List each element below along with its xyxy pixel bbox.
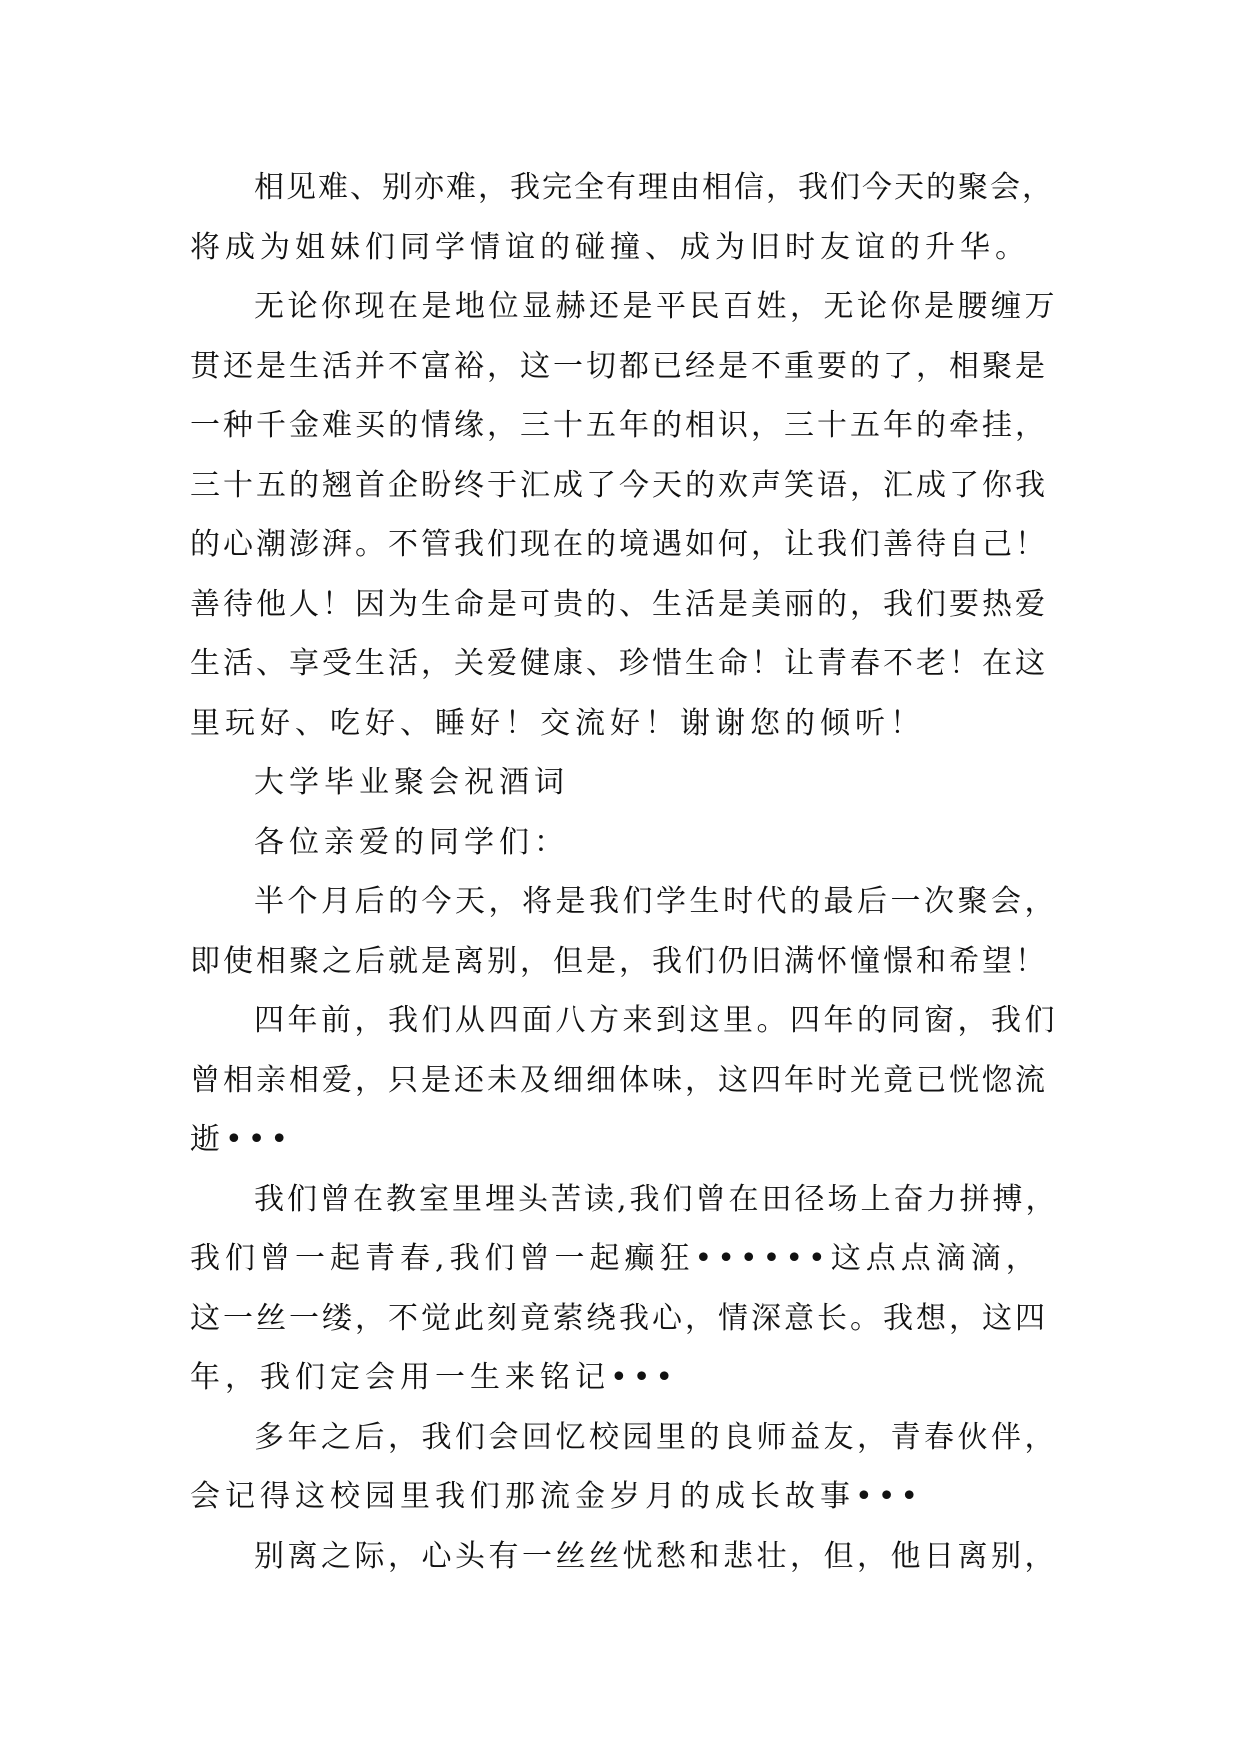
text-line: 会记得这校园里我们那流金岁月的成长故事•••	[190, 1479, 924, 1514]
document-body	[190, 158, 1060, 1586]
text-line: 多年之后，我们会回忆校园里的良师益友，青春伙伴，	[254, 1419, 1058, 1455]
text-line: 四年前，我们从四面八方来到这里。四年的同窗，我们	[254, 1003, 1058, 1038]
text-line: 别离之际，心头有一丝丝忧愁和悲壮，但，他日离别，	[254, 1538, 1058, 1574]
text-line: 的心潮澎湃。不管我们现在的境遇如何，让我们善待自己！	[190, 527, 1048, 562]
text-line: 里玩好、吃好、睡好！交流好！谢谢您的倾听！	[190, 705, 925, 741]
text-line: 相见难、别亦难，我完全有理由相信，我们今天的聚会，	[254, 170, 1054, 205]
text-line: 善待他人！因为生命是可贵的、生活是美丽的，我们要热爱	[190, 586, 1048, 622]
text-line: 半个月后的今天，将是我们学生时代的最后一次聚会，	[254, 884, 1058, 919]
text-line: 我们曾一起青春,我们曾一起癫狂••••••这点点滴滴，	[190, 1241, 1041, 1276]
text-line: 即使相聚之后就是离别，但是，我们仍旧满怀憧憬和希望！	[190, 943, 1048, 979]
text-line: 各位亲爱的同学们：	[254, 824, 569, 860]
text-line: 年，我们定会用一生来铭记•••	[190, 1360, 679, 1395]
text-line: 大学毕业聚会祝酒词	[254, 765, 569, 800]
text-line: 贯还是生活并不富裕，这一切都已经是不重要的了，相聚是	[190, 348, 1048, 384]
text-line: 将成为姐妹们同学情谊的碰撞、成为旧时友谊的升华。	[190, 229, 1030, 265]
text-line: 无论你现在是地位显赫还是平民百姓，无论你是腰缠万	[254, 289, 1058, 324]
text-line: 一种千金难买的情缘，三十五年的相识，三十五年的牵挂，	[190, 408, 1048, 443]
text-line: 三十五的翘首企盼终于汇成了今天的欢声笑语，汇成了你我	[190, 467, 1048, 503]
text-line: 这一丝一缕，不觉此刻竟萦绕我心，情深意长。我想，这四	[190, 1300, 1048, 1336]
text-line: 曾相亲相爱，只是还未及细细体味，这四年时光竟已恍惚流	[190, 1062, 1048, 1098]
text-line: 生活、享受生活，关爱健康、珍惜生命！让青春不老！在这	[190, 646, 1048, 681]
text-line: 我们曾在教室里埋头苦读,我们曾在田径场上奋力拼搏，	[254, 1181, 1059, 1217]
text-line: 逝•••	[190, 1122, 294, 1157]
